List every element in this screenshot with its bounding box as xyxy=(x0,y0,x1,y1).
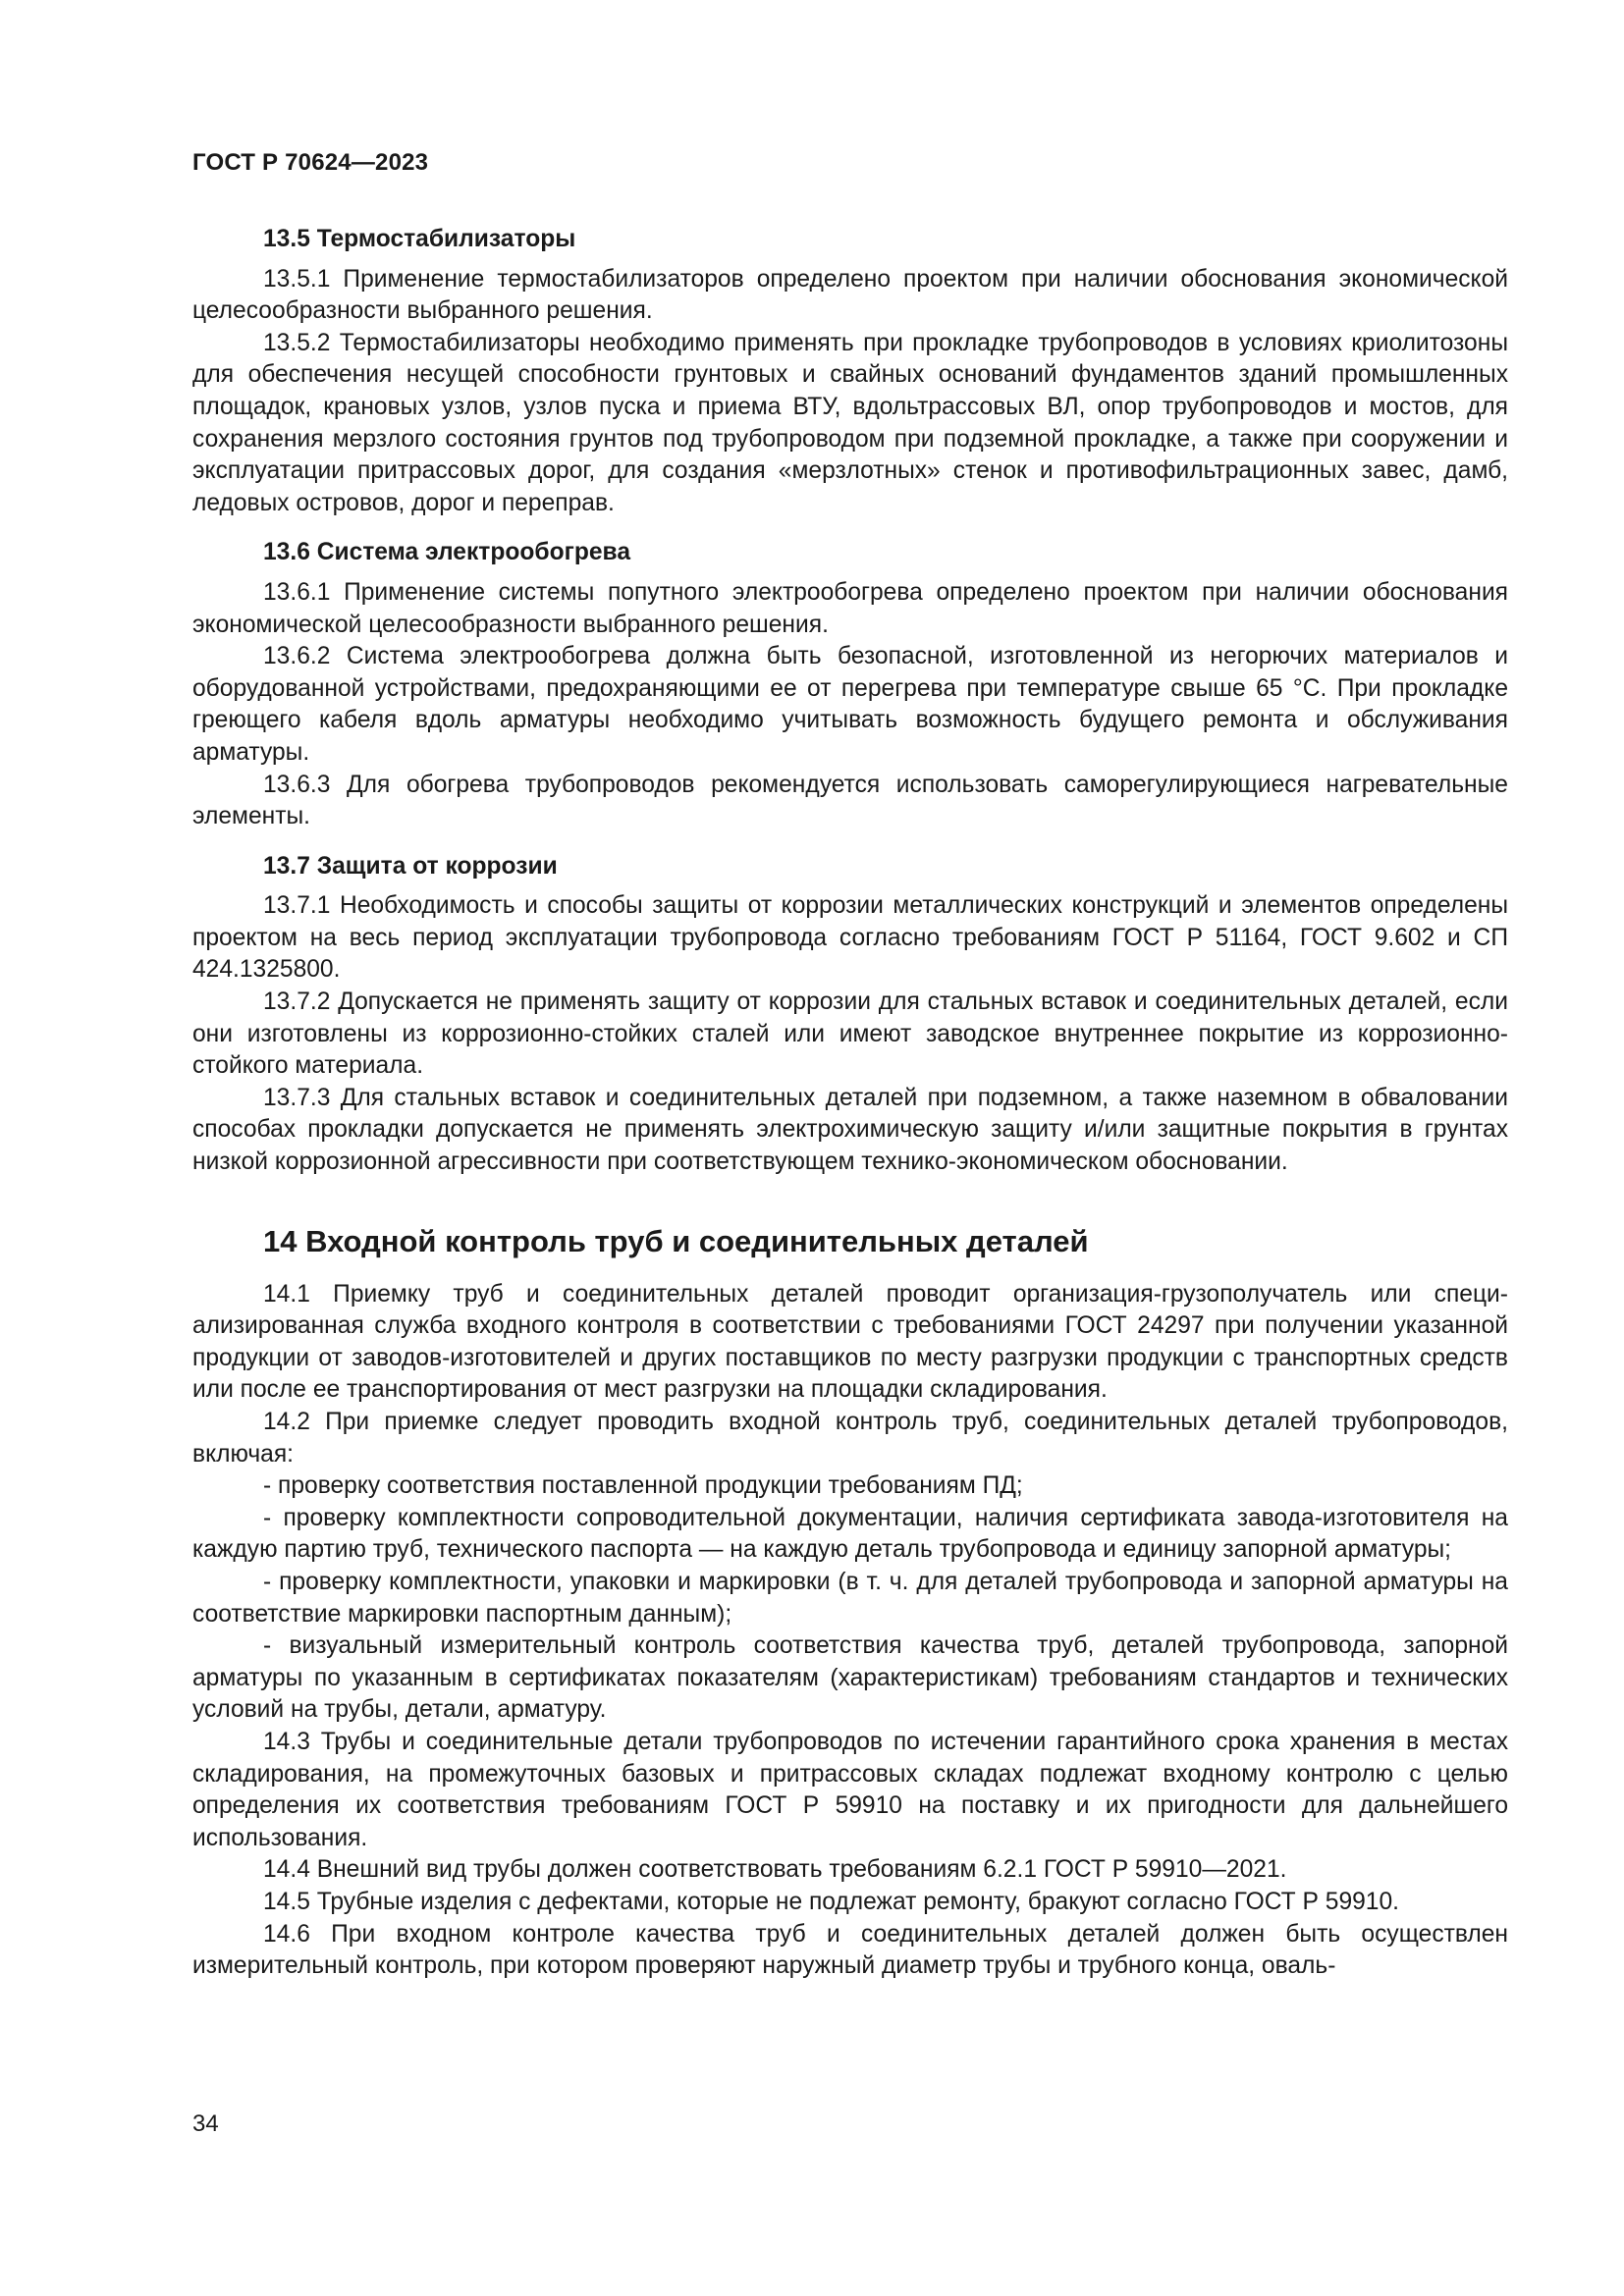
paragraph-14-4: 14.4 Внешний вид трубы должен соответствовать требованиям 6.2.1 ГОСТ Р 59910—2021. xyxy=(263,1856,1287,1884)
list-item: - визуальный измерительный контроль соответствия качества труб, деталей трубопровода, запорной арматуры по указанным в сертификатах показателям (характеристикам) требованиям стандартов и технических условий на трубы, детали, арматуру. xyxy=(192,1632,1508,1724)
document-body xyxy=(192,224,1508,1983)
paragraph-13-7-2: 13.7.2 Допускается не применять защиту от коррозии для стальных вставок и соединительных деталей, если они изготовлены из коррозионно-стойких сталей или имеют заводское внутреннее покрытие из коррозионно-стойкого материала. xyxy=(192,988,1508,1080)
subsection-heading-13-5: 13.5 Термостабилизаторы xyxy=(263,226,576,252)
paragraph-13-5-2: 13.5.2 Термостабилизаторы необходимо применять при прокладке трубопроводов в условиях криолитозоны для обеспечения несущей способности грунтовых и свайных оснований фундаментов зданий промышленных площадок, крановых узлов, узлов пуска и приема ВТУ, вдольтрассовых ВЛ, опор трубопроводов и мостов, для сохранения мерзлого состояния грунтов под трубопроводом при подземной прокладке, а также при сооружении и эксплуатации притрассовых дорог, для создания «мерзлотных» стенок и противофильтрационных завес, дамб, ледовых островов, дорог и переправ. xyxy=(192,329,1508,516)
subsection-heading-13-6: 13.6 Система электрообогрева xyxy=(263,539,631,566)
paragraph-14-2: 14.2 При приемке следует проводить входной контроль труб, соединительных деталей трубопроводов, включая: xyxy=(192,1409,1508,1468)
document-header: ГОСТ Р 70624—2023 xyxy=(192,149,429,176)
paragraph-13-7-3: 13.7.3 Для стальных вставок и соединительных деталей при подземном, а также наземном в обваловании способах прокладки допускается не применять электрохимическую защиту и/или защитные покрытия в грунтах низкой коррозионной агрессивности при соответствующем технико-экономическом обосновании. xyxy=(192,1084,1508,1176)
subsection-heading-13-7: 13.7 Защита от коррозии xyxy=(263,852,558,880)
paragraph-14-6: 14.6 При входном контроле качества труб и соединительных деталей должен быть осуществлен измерительный контроль, при котором проверяют наружный диаметр трубы и трубного конца, оваль- xyxy=(192,1920,1508,1980)
list-item: - проверку комплектности сопроводительной документации, наличия сертификата завода-изготовителя на каждую партию труб, технического паспорта — на каждую деталь трубопровода и единицу запорной арматуры; xyxy=(192,1504,1508,1564)
paragraph-14-3: 14.3 Трубы и соединительные детали трубопроводов по истечении гарантийного срока хранения в местах складирования, на промежуточных базовых и притрассовых складах подлежат входному контролю с целью определения их соответствия требованиям ГОСТ Р 59910 на поставку и их пригодности для дальнейшего использования. xyxy=(192,1728,1508,1851)
list-item: - проверку соответствия поставленной продукции требованиям ПД; xyxy=(263,1472,1023,1500)
paragraph-13-5-1: 13.5.1 Применение термостабилизаторов определено проектом при наличии обоснования экономической целесообразности выбранного решения. xyxy=(192,265,1508,325)
paragraph-14-1: 14.1 Приемку труб и соединительных деталей проводит организация-грузополучатель или специализированная служба входного контроля в соответствии с требованиями ГОСТ 24297 при получении указанной продукции от заводов-изготовителей и других поставщиков по месту разгрузки продукции с транспортных средств или после ее транспортирования от мест разгрузки на площадки складирования. xyxy=(192,1280,1508,1404)
paragraph-13-6-1: 13.6.1 Применение системы попутного электрообогрева определено проектом при наличии обоснования экономической целесообразности выбранного решения. xyxy=(192,578,1508,638)
list-item: - проверку комплектности, упаковки и маркировки (в т. ч. для деталей трубопровода и запорной арматуры на соответствие маркировки паспортным данным); xyxy=(192,1568,1508,1628)
paragraph-14-5: 14.5 Трубные изделия с дефектами, которые не подлежат ремонту, бракуют согласно ГОСТ Р 59910. xyxy=(263,1888,1399,1915)
paragraph-13-6-2: 13.6.2 Система электрообогрева должна быть безопасной, изготовленной из негорючих материалов и оборудованной устройствами, предохраняющими ее от перегрева при температуре свыше 65 °С. При прокладке греющего кабеля вдоль арматуры необходимо учитывать возможность будущего ремонта и обслуживания арматуры. xyxy=(192,643,1508,766)
paragraph-13-6-3: 13.6.3 Для обогрева трубопроводов рекомендуется использовать саморегулирующиеся нагревательные элементы. xyxy=(192,771,1508,830)
section-heading-14: 14 Входной контроль труб и соединительных деталей xyxy=(263,1223,1089,1258)
page-number: 34 xyxy=(192,2110,219,2137)
paragraph-13-7-1: 13.7.1 Необходимость и способы защиты от коррозии металлических конструкций и элементов определены проектом на весь период эксплуатации трубопровода согласно требованиям ГОСТ Р 51164, ГОСТ 9.602 и СП 424.1325800. xyxy=(192,892,1508,984)
